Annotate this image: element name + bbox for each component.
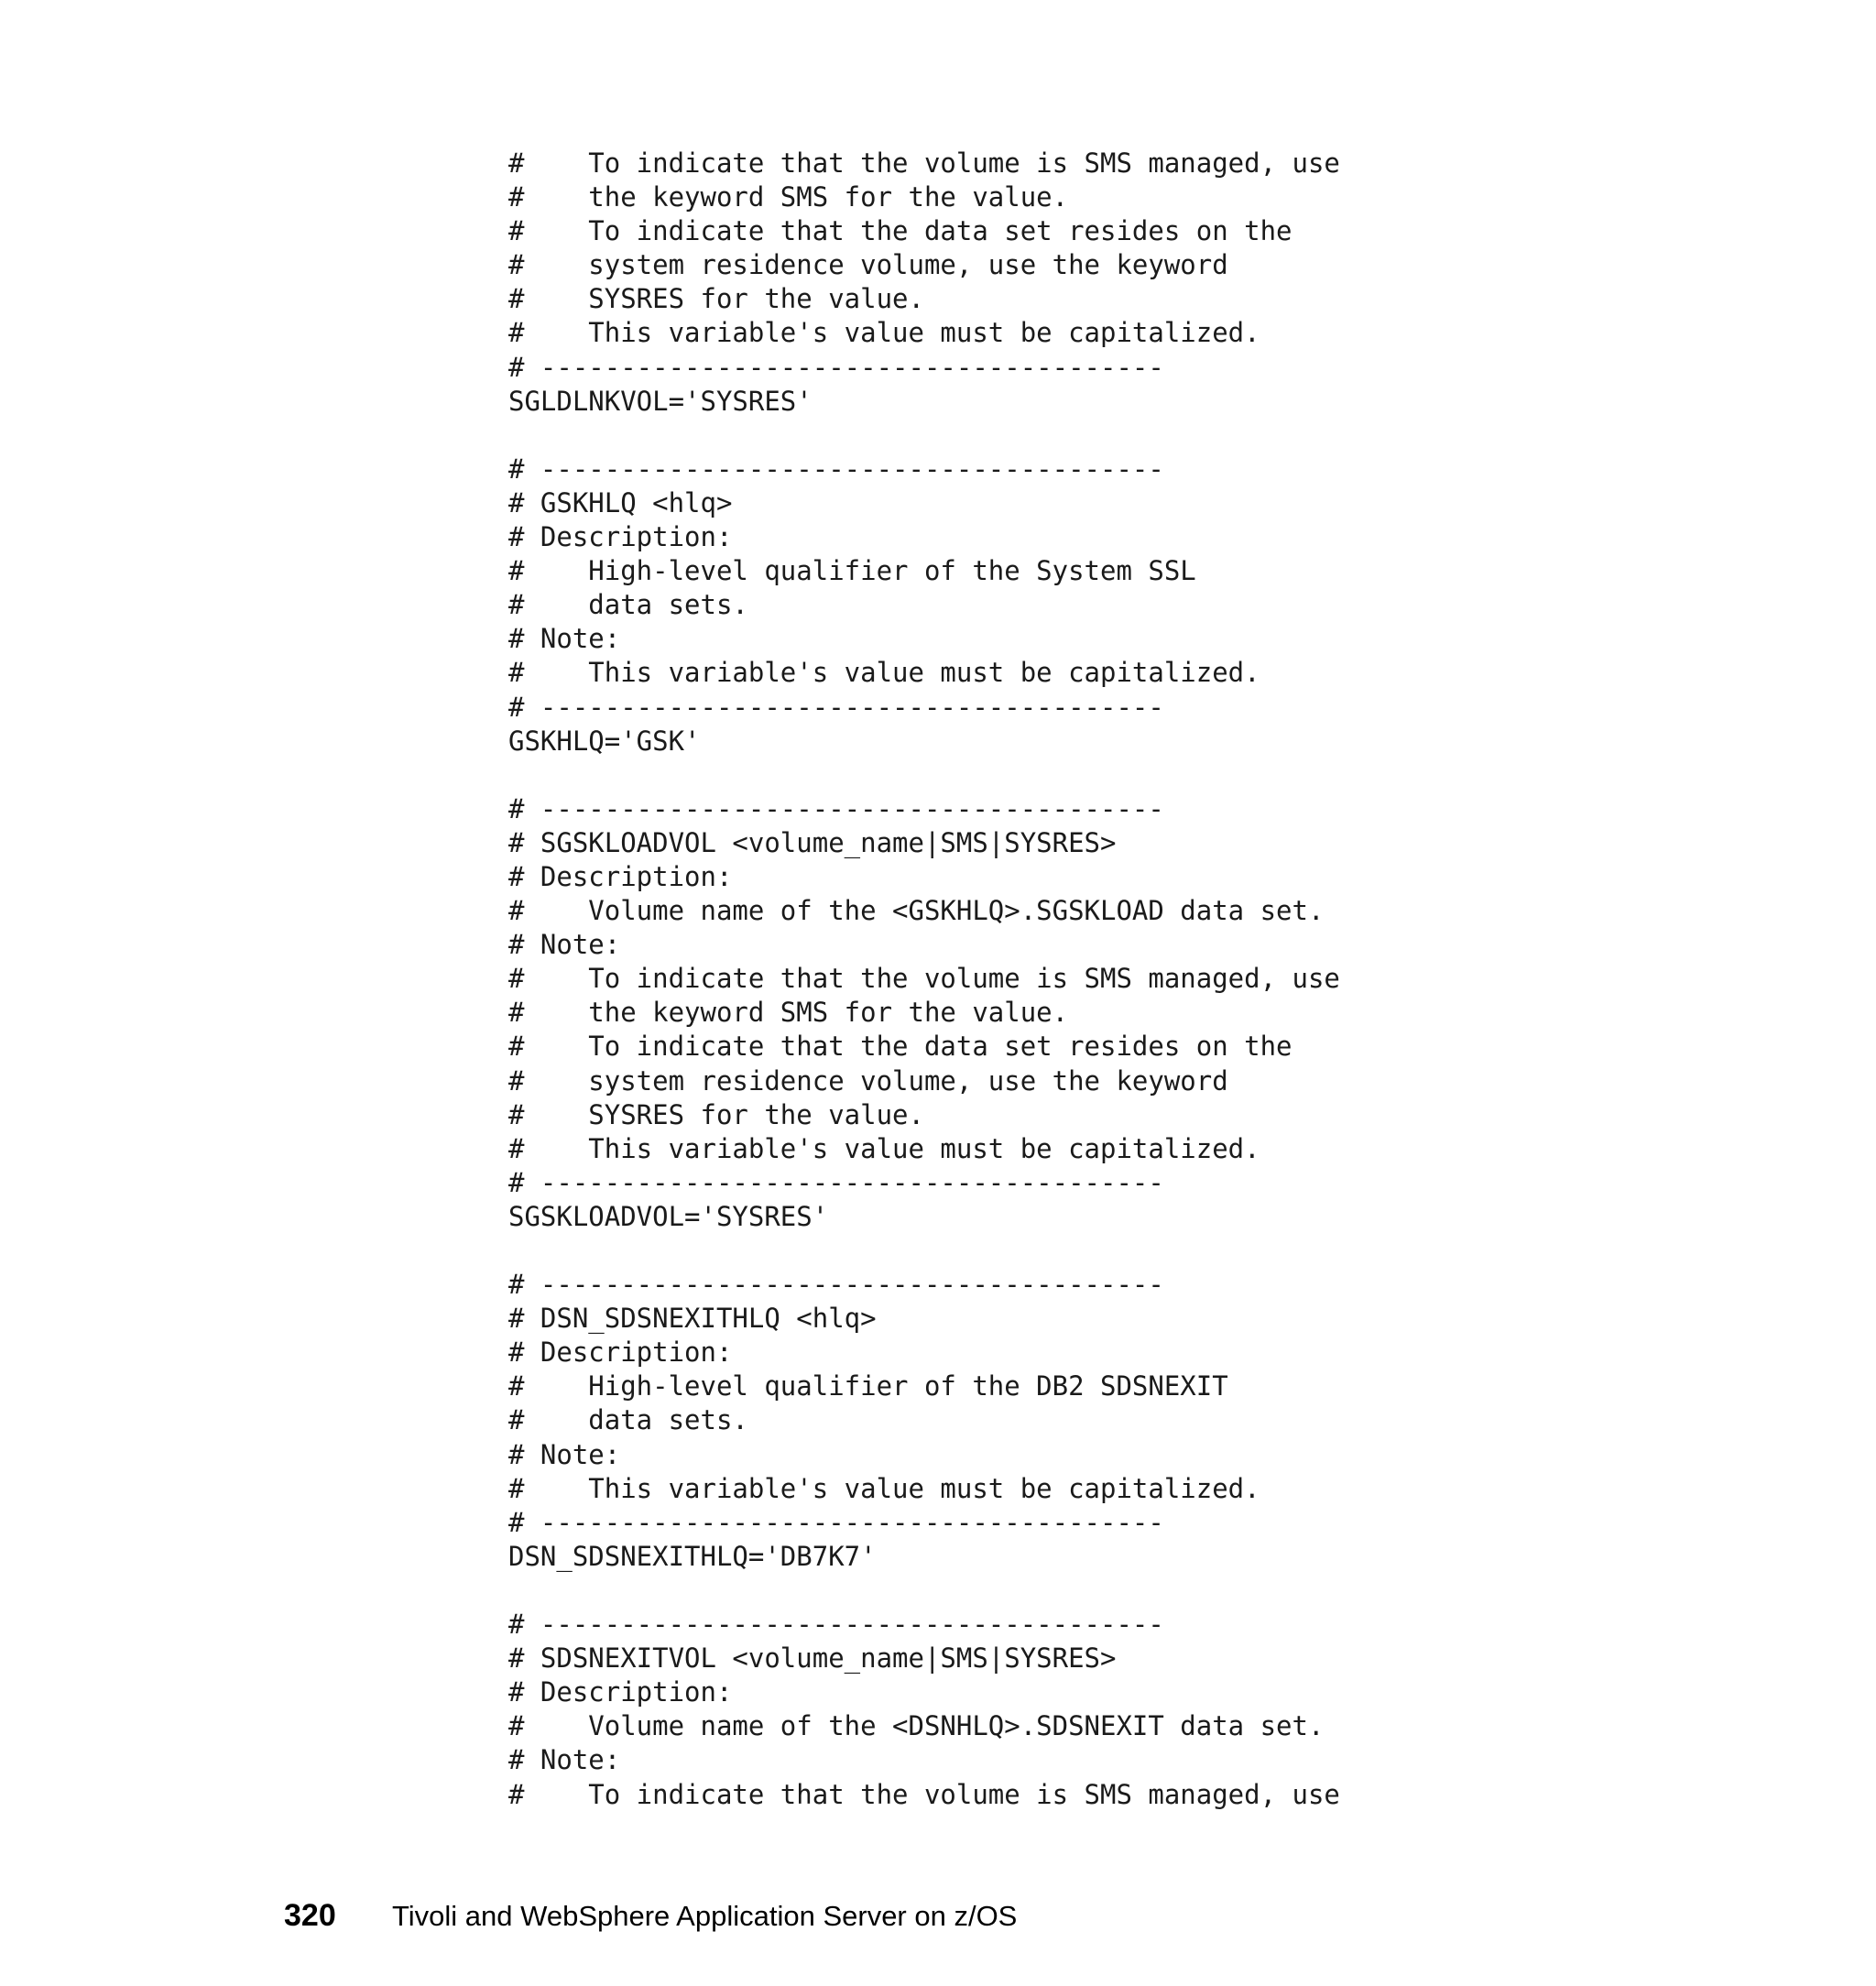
- code-line: # ---------------------------------------: [508, 1609, 1164, 1641]
- code-line: # the keyword SMS for the value.: [508, 997, 1069, 1029]
- code-line: # SGSKLOADVOL <volume_name|SMS|SYSRES>: [508, 826, 1117, 858]
- code-line: # To indicate that the volume is SMS managed, use: [508, 147, 1340, 179]
- code-line: # GSKHLQ <hlq>: [508, 486, 733, 518]
- code-line: # Volume name of the <DSNHLQ>.SDSNEXIT data set.: [508, 1710, 1325, 1742]
- code-line: # To indicate that the volume is SMS managed, use: [508, 1778, 1340, 1810]
- code-line: # SDSNEXITVOL <volume_name|SMS|SYSRES>: [508, 1642, 1117, 1675]
- code-line: # ---------------------------------------: [508, 1269, 1164, 1301]
- code-line: # High-level qualifier of the System SSL: [508, 555, 1196, 587]
- code-line: # ---------------------------------------: [508, 792, 1164, 824]
- code-line: # Description:: [508, 521, 733, 553]
- code-line: # Note:: [508, 623, 621, 655]
- code-listing: [508, 147, 1340, 1812]
- code-line: # Note:: [508, 1438, 621, 1470]
- code-line: # Description:: [508, 860, 733, 892]
- code-line: # This variable's value must be capitalized.: [508, 1132, 1260, 1164]
- book-title: Tivoli and WebSphere Application Server on z/OS: [392, 1900, 1018, 1932]
- code-line: # SYSRES for the value.: [508, 1098, 924, 1130]
- code-line: SGLDLNKVOL='SYSRES': [508, 385, 813, 417]
- code-line: [508, 1234, 1340, 1268]
- code-line: # This variable's value must be capitalized.: [508, 1472, 1260, 1504]
- code-line: # Description:: [508, 1676, 733, 1708]
- code-line: [508, 419, 1340, 453]
- code-line: # the keyword SMS for the value.: [508, 181, 1069, 213]
- code-line: # High-level qualifier of the DB2 SDSNEXIT: [508, 1370, 1228, 1402]
- code-line: # Volume name of the <GSKHLQ>.SGSKLOAD data set.: [508, 895, 1325, 927]
- code-line: # ---------------------------------------: [508, 453, 1164, 485]
- code-line: DSN_SDSNEXITHLQ='DB7K7': [508, 1540, 877, 1572]
- code-line: # SYSRES for the value.: [508, 283, 924, 315]
- code-line: # data sets.: [508, 1404, 748, 1436]
- code-line: [508, 758, 1340, 792]
- page-number: 320: [284, 1898, 336, 1933]
- code-line: # ---------------------------------------: [508, 1166, 1164, 1198]
- code-line: [508, 1574, 1340, 1608]
- code-line: # ---------------------------------------: [508, 691, 1164, 723]
- code-line: # Note:: [508, 929, 621, 961]
- code-line: # This variable's value must be capitalized.: [508, 317, 1260, 349]
- page-footer: [284, 1898, 1017, 1934]
- code-line: # To indicate that the volume is SMS managed, use: [508, 963, 1340, 995]
- code-line: # Note:: [508, 1744, 621, 1776]
- code-line: # To indicate that the data set resides on the: [508, 215, 1292, 247]
- code-line: # data sets.: [508, 589, 748, 621]
- code-line: # ---------------------------------------: [508, 1506, 1164, 1538]
- code-line: SGSKLOADVOL='SYSRES': [508, 1200, 829, 1232]
- code-line: # system residence volume, use the keyword: [508, 249, 1228, 281]
- code-line: # This variable's value must be capitalized.: [508, 657, 1260, 689]
- code-line: # DSN_SDSNEXITHLQ <hlq>: [508, 1303, 877, 1335]
- code-line: # To indicate that the data set resides on the: [508, 1031, 1292, 1063]
- code-line: # Description:: [508, 1337, 733, 1369]
- code-line: # ---------------------------------------: [508, 351, 1164, 383]
- code-line: GSKHLQ='GSK': [508, 725, 701, 757]
- code-line: # system residence volume, use the keyword: [508, 1064, 1228, 1097]
